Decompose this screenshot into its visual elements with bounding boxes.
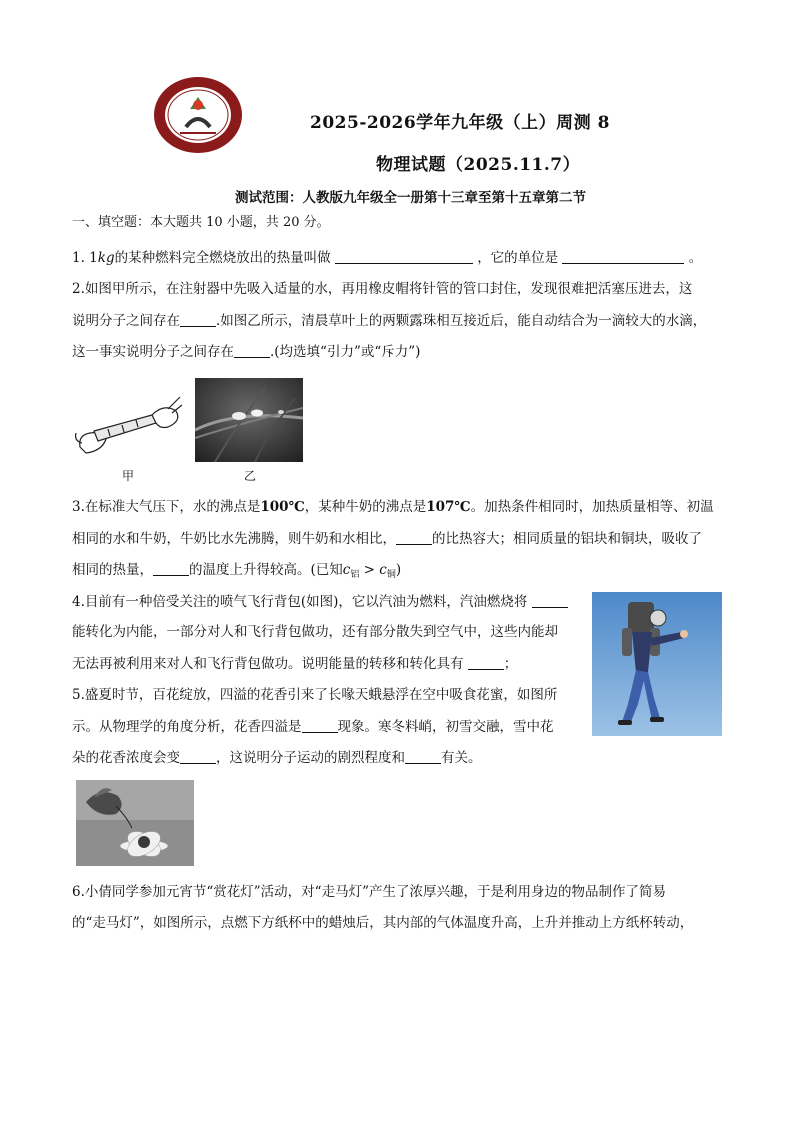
- answer-blank[interactable]: [180, 314, 216, 327]
- answer-blank[interactable]: [234, 345, 270, 358]
- question-3-line-3: 相同的热量， 的温度上升得较高。(已知$c_铝 > c_铜$): [72, 562, 402, 580]
- figure-caption-a: 甲: [122, 469, 135, 483]
- answer-blank[interactable]: [396, 532, 432, 545]
- question-5-line-3: 朵的花香浓度会变 ，这说明分子运动的剧烈程度和 有关。: [72, 750, 482, 766]
- question-6-line-2: 的“走马灯”，如图所示，点燃下方纸杯中的蜡烛后，其内部的气体温度升高，上升并推动上方纸杯转动，: [72, 915, 694, 931]
- answer-blank[interactable]: [180, 751, 216, 764]
- question-3-line-2: 相同的水和牛奶，牛奶比水先沸腾，则牛奶和水相比， 的比热容大；相同质量的铝块和铜块，吸收了: [72, 531, 702, 547]
- jetpack-photo: [592, 592, 722, 736]
- question-6-line-1: 6.小倩同学参加元宵节“赏花灯”活动，对“走马灯”产生了浓厚兴趣，于是利用身边的物品制作了简易: [72, 884, 666, 900]
- answer-blank[interactable]: [405, 751, 441, 764]
- answer-blank[interactable]: [335, 251, 473, 264]
- answer-blank[interactable]: [153, 563, 189, 576]
- question-4-line-1: 4.目前有一种倍受关注的喷气飞行背包(如图)，它以汽油为燃料，汽油燃烧将: [72, 595, 568, 610]
- answer-blank[interactable]: [468, 657, 504, 670]
- answer-blank[interactable]: [302, 720, 338, 733]
- question-2-line-3: 这一事实说明分子之间存在 .(均选填“引力”或“斥力”): [72, 344, 421, 360]
- answer-blank[interactable]: [562, 251, 684, 264]
- question-3-line-1: 3.在标准大气压下，水的沸点是100℃，某种牛奶的沸点是107℃。加热条件相同时，加热质量相等、初温: [72, 499, 714, 515]
- question-2-line-1: 2.如图甲所示，在注射器中先吸入适量的水，再用橡皮帽将针管的管口封住，发现很难把活塞压进去，这: [72, 281, 693, 297]
- school-logo: [150, 75, 246, 155]
- test-scope: 测试范围：人教版九年级全一册第十三章至第十五章第二节: [235, 190, 586, 206]
- syringe-figure: [72, 385, 184, 463]
- section-heading: 一、填空题：本大题共 10 小题，共 20 分。: [72, 215, 330, 230]
- question-1: 1. 1kg的某种燃料完全燃烧放出的热量叫做 ，它的单位是 。: [72, 250, 703, 266]
- question-5-line-2: 示。从物理学的角度分析，花香四溢是 现象。寒冬料峭，初雪交融，雪中花: [72, 719, 554, 735]
- page-title: 2025-2026学年九年级（上）周测 8: [310, 113, 610, 133]
- figure-caption-b: 乙: [244, 469, 257, 483]
- question-4-line-3: 无法再被利用来对人和飞行背包做功。说明能量的转移和转化具有 ；: [72, 656, 518, 672]
- question-2-line-2: 说明分子之间存在 .如图乙所示，清晨草叶上的两颗露珠相互接近后，能自动结合为一滴较大的水滴，: [72, 313, 707, 329]
- answer-blank[interactable]: [532, 595, 568, 608]
- question-4-line-2: 能转化为内能，一部分对人和飞行背包做功，还有部分散失到空气中，这些内能却: [72, 624, 558, 640]
- dewdrop-photo: [195, 378, 303, 462]
- question-5-line-1: 5.盛夏时节，百花绽放，四溢的花香引来了长喙天蛾悬浮在空中吸食花蜜，如图所: [72, 687, 558, 703]
- page-subtitle: 物理试题（2025.11.7）: [376, 155, 581, 175]
- moth-flower-photo: [76, 780, 194, 866]
